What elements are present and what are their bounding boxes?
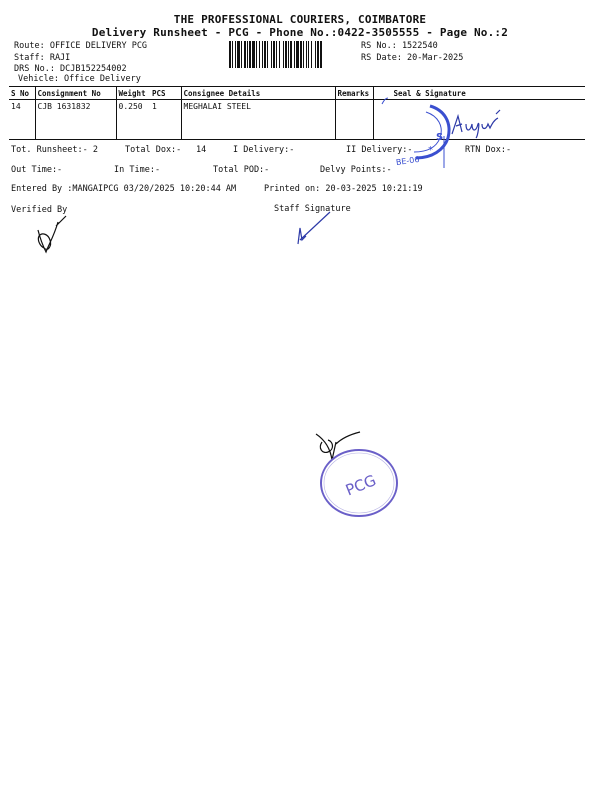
tot-runsheet: Tot. Runsheet:- 2	[11, 145, 98, 155]
cell-consignee: MEGHALAI STEEL	[181, 100, 335, 141]
col-header-sno: S No	[9, 87, 35, 100]
col-header-remarks: Remarks	[335, 87, 373, 100]
verified-signature-scribble	[30, 210, 70, 258]
pcg-stamp-text: PCG	[343, 471, 379, 500]
company-title: THE PROFESSIONAL COURIERS, COIMBATORE	[173, 13, 427, 26]
printed-on: Printed on: 20-03-2025 10:21:19	[264, 184, 423, 194]
delvy-points: Delvy Points:-	[320, 165, 392, 175]
col-header-weight: Weight	[116, 87, 150, 100]
rs-number: RS No.: 1522540	[361, 41, 438, 51]
i-delivery: I Delivery:-	[233, 145, 295, 155]
total-dox-value: 14	[196, 145, 207, 155]
col-header-consignment: Consignment No	[35, 87, 116, 100]
route-label: Route: OFFICE DELIVERY PCG	[14, 41, 148, 51]
runsheet-subtitle: Delivery Runsheet - PCG - Phone No.:0422-3505555 - Page No.:2	[91, 26, 509, 39]
pcg-round-stamp	[319, 447, 401, 519]
total-pod: Total POD:-	[213, 165, 270, 175]
ii-delivery: II Delivery:-	[346, 145, 413, 155]
cell-weight: 0.250	[116, 100, 150, 141]
out-time: Out Time:-	[11, 165, 63, 175]
col-header-consignee: Consignee Details	[181, 87, 335, 100]
drs-number: DRS No.: DCJB152254002	[14, 64, 127, 74]
total-dox-label: Total Dox:-	[125, 145, 182, 155]
cell-pcs: 1	[150, 100, 181, 141]
receiver-signature-scribble	[448, 110, 508, 140]
table-header-row	[9, 87, 585, 100]
cell-consignment: CJB 1631832	[35, 100, 116, 141]
barcode	[229, 41, 357, 68]
col-header-seal: Seal & Signature	[373, 87, 585, 100]
in-time: In Time:-	[114, 165, 161, 175]
rs-date: RS Date: 20-Mar-2025	[361, 53, 464, 63]
rtn-dox: RTN Dox:-	[465, 145, 512, 155]
staff-signature-label: Staff Signature	[274, 204, 351, 214]
seal-mark: S	[436, 132, 444, 143]
entered-by: Entered By :MANGAIPCG 03/20/2025 10:20:44 AM	[11, 184, 237, 194]
seal-star: *	[428, 145, 433, 156]
cell-remarks	[335, 100, 373, 141]
vehicle-label: Vehicle: Office Delivery	[18, 74, 141, 84]
staff-label: Staff: RAJI	[14, 53, 71, 63]
staff-signature-scribble	[292, 210, 332, 248]
col-header-pcs: PCS	[150, 87, 181, 100]
seal-text: BE-06	[395, 154, 421, 168]
cell-sno: 14	[9, 100, 35, 141]
verified-by-label: Verified By	[11, 205, 68, 215]
